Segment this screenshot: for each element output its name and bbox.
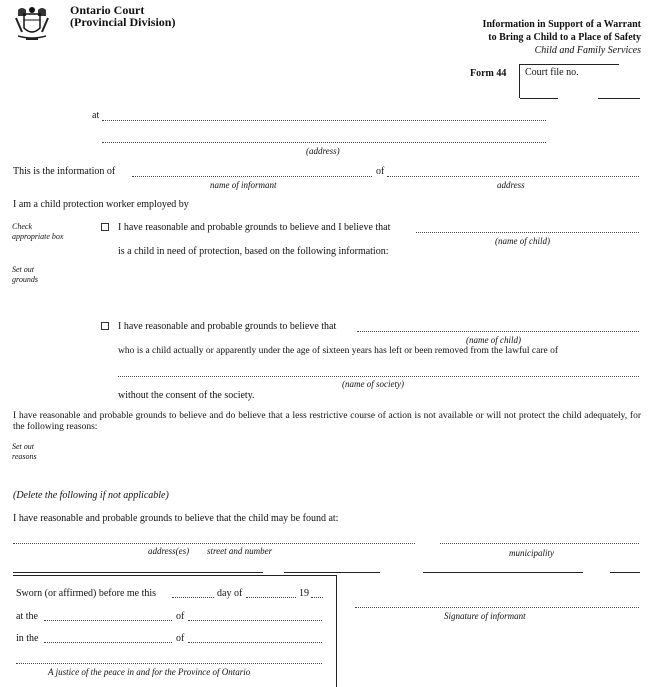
sworn-year-field[interactable]: [311, 597, 323, 598]
of-label-1: of: [176, 611, 185, 622]
society-name-field[interactable]: [118, 376, 639, 377]
form-title-line2: to Bring a Child to a Place of Safety: [488, 32, 641, 43]
at-the-label: at the: [16, 611, 38, 622]
year-prefix: 19: [299, 588, 309, 599]
at-label: at: [92, 110, 100, 121]
informant-signature-field[interactable]: [355, 607, 639, 608]
of-label: of: [376, 166, 385, 177]
child-name-caption-2: (name of child): [466, 335, 521, 345]
check-box-instruction: Check appropriate box: [12, 222, 64, 241]
sworn-in-field[interactable]: [44, 642, 172, 643]
less-restrictive-text: I have reasonable and probable grounds to believe and do believe that a less restrictive course of action is not available or will not protect the child adequately, for the following reasons:: [13, 411, 641, 432]
court-division: (Provincial Division): [70, 15, 176, 29]
street-caption: street and number: [207, 546, 273, 556]
municipality-caption: municipality: [509, 548, 554, 558]
rule-segment-3: [423, 572, 583, 573]
form-title-line3: Child and Family Services: [534, 45, 641, 56]
sworn-day-field[interactable]: [172, 597, 214, 598]
removal-grounds-text: I have reasonable and probable grounds to believe that: [118, 321, 337, 332]
removed-from-care-text: who is a child actually or apparently under the age of sixteen years has left or been removed from the lawful care of: [118, 346, 558, 356]
child-location-street-field[interactable]: [13, 543, 415, 544]
form-title-line1: Information in Support of a Warrant: [482, 19, 641, 30]
in-the-label: in the: [16, 633, 39, 644]
informant-name-caption: name of informant: [210, 180, 277, 190]
ontario-coat-of-arms-icon: [12, 4, 52, 42]
rule-segment-4: [610, 572, 640, 573]
court-file-box-left-border: [519, 64, 520, 98]
of-label-2: of: [176, 633, 185, 644]
sworn-at-field[interactable]: [44, 620, 172, 621]
child-name-caption-1: (name of child): [495, 236, 550, 246]
society-name-caption: (name of society): [342, 379, 404, 389]
at-location-field[interactable]: [102, 120, 546, 121]
informant-name-field[interactable]: [132, 176, 372, 177]
court-file-box-top-border: [519, 64, 619, 65]
rule-segment-1: [13, 572, 263, 573]
address-caption-2: address(es): [148, 546, 190, 556]
sworn-in-of-field[interactable]: [188, 642, 322, 643]
set-out-reasons-instruction: Set out reasons: [12, 442, 37, 461]
sworn-text: Sworn (or affirmed) before me this: [16, 588, 157, 599]
address-caption: (address): [306, 146, 340, 156]
protection-checkbox[interactable]: [101, 223, 109, 231]
day-of-label: day of: [217, 588, 243, 599]
removal-checkbox[interactable]: [101, 322, 109, 330]
sworn-month-field[interactable]: [246, 597, 296, 598]
set-out-grounds-instruction: Set out grounds: [12, 265, 38, 284]
child-name-field-2[interactable]: [357, 331, 639, 332]
child-in-need-text: is a child in need of protection, based on the following information:: [118, 246, 389, 257]
justice-caption: A justice of the peace in and for the Province of Ontario: [48, 667, 251, 677]
jurat-box-divider: [336, 575, 337, 687]
court-name: Ontario Court: [70, 3, 145, 17]
court-file-label: Court file no.: [525, 67, 579, 78]
form-number: Form 44: [470, 68, 507, 79]
court-file-field-1[interactable]: [520, 98, 558, 99]
sworn-at-of-field[interactable]: [188, 620, 322, 621]
protection-grounds-text: I have reasonable and probable grounds to believe and I believe that: [118, 222, 391, 233]
rule-segment-2: [284, 572, 380, 573]
information-of-text: This is the information of: [13, 166, 116, 177]
justice-signature-field[interactable]: [16, 663, 322, 664]
child-location-municipality-field[interactable]: [440, 543, 639, 544]
signature-caption: Signature of informant: [444, 611, 526, 621]
child-name-field-1[interactable]: [416, 232, 639, 233]
delete-note: (Delete the following if not applicable): [13, 490, 169, 501]
without-consent-text: without the consent of the society.: [118, 390, 255, 401]
child-found-at-text: I have reasonable and probable grounds to believe that the child may be found at:: [13, 513, 339, 524]
informant-address-caption: address: [497, 180, 525, 190]
jurat-box-top-border: [13, 575, 336, 576]
employed-by-text: I am a child protection worker employed by: [13, 199, 189, 210]
address-field[interactable]: [102, 142, 546, 143]
informant-address-field[interactable]: [387, 176, 639, 177]
court-file-field-2[interactable]: [598, 98, 640, 99]
